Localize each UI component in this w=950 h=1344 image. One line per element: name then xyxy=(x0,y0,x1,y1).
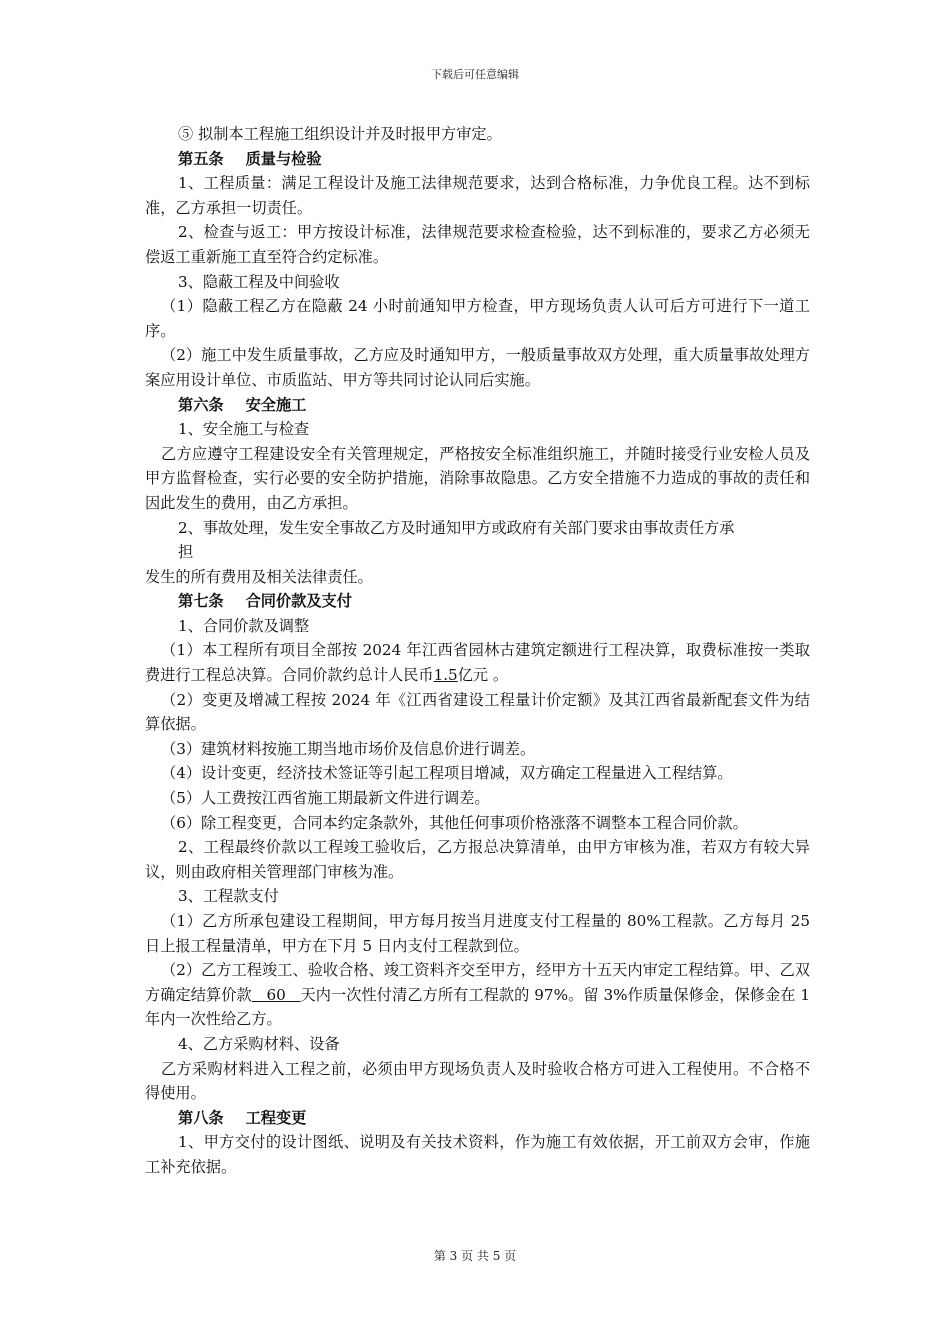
days-value: 60 xyxy=(266,985,286,1004)
article-title: 安全施工 xyxy=(245,395,307,414)
clause-5-3: 3、隐蔽工程及中间验收 xyxy=(178,272,340,291)
clause-7-4: 4、乙方采购材料、设备 xyxy=(178,1034,340,1053)
clause-7-1-4: （4）设计变更，经济技术签证等引起工程项目增减，双方确定工程量进入工程结算。 xyxy=(161,764,733,783)
article-6-heading xyxy=(145,393,810,418)
clause-7-1-3: （3）建筑材料按施工期当地市场价及信息价进行调差。 xyxy=(161,739,536,758)
page-footer: 第 3 页 共 5 页 xyxy=(433,1249,517,1263)
clause-text: （1）本工程所有项目全部按 2024 年江西省园林古建筑定额进行工程决算，取费标准按一类取费进行工程总决算。合同价款约总计人民币 xyxy=(145,641,810,685)
article-7-heading xyxy=(145,589,810,614)
article-8-heading xyxy=(145,1106,810,1131)
paragraph-intro: ⑤ 拟制本工程施工组织设计并及时报甲方审定。 xyxy=(178,125,502,143)
clause-5-3-1: （1）隐蔽工程乙方在隐蔽 24 小时前通知甲方检查，甲方现场负责人认可后方可进行下一道工序。 xyxy=(145,297,810,340)
clause-text: 亿元 。 xyxy=(457,666,509,685)
clause-7-1-2: （2）变更及增减工程按 2024 年《江西省建设工程量计价定额》及其江西省最新配套文件为结算依据。 xyxy=(145,690,810,734)
clause-6-1-text: 乙方应遵守工程建设安全有关管理规定，严格按安全标准组织施工，并随时接受行业安检人员及甲方监督检查，实行必要的安全防护措施，消除事故隐患。乙方安全措施不力造成的事故的责任和因此发生的费用，由乙方承担。 xyxy=(145,444,810,512)
clause-text: 天内一次性付清乙方所有工程款的 97%。留 3%作质量保修金，保修金在 1 年内一次性给乙方。 xyxy=(145,985,811,1029)
clause-7-1: 1、合同价款及调整 xyxy=(178,616,310,635)
clause-6-2-line-2: 担 xyxy=(178,543,194,562)
clause-8-1: 1、甲方交付的设计图纸、说明及有关技术资料，作为施工有效依据，开工前双方会审，作施工补充依据。 xyxy=(145,1133,810,1176)
settlement-days xyxy=(252,986,301,1004)
clause-5-3-2: （2）施工中发生质量事故，乙方应及时通知甲方，一般质量事故双方处理，重大质量事故处理方案应用设计单位、市质监站、甲方等共同讨论认同后实施。 xyxy=(145,346,810,389)
clause-7-1-5: （5）人工费按江西省施工期最新文件进行调差。 xyxy=(161,789,490,808)
clause-text: （2）乙方工程竣工、验收合格、竣工资料齐交至甲方，经甲方十五天内审定工程结算。甲、乙双方确定结算价款 xyxy=(145,961,810,1004)
contract-amount: 1.5 xyxy=(433,666,458,685)
clause-7-3-1: （1）乙方所承包建设工程期间，甲方每月按当月进度支付工程量的 80%工程款。乙方每月 25 日上报工程量清单，甲方在下月 5 日内支付工程款到位。 xyxy=(145,912,810,955)
clause-6-2-line-3: 发生的所有费用及相关法律责任。 xyxy=(145,567,373,586)
article-title: 工程变更 xyxy=(245,1108,307,1127)
clause-6-2-line-1: 2、事故处理，发生安全事故乙方及时通知甲方或政府有关部门要求由事故责任方承 xyxy=(178,518,735,537)
clause-7-1-6: （6）除工程变更，合同本约定条款外，其他任何事项价格涨落不调整本工程合同价款。 xyxy=(161,813,748,832)
clause-7-1-1 xyxy=(145,638,810,687)
clause-6-1: 1、安全施工与检查 xyxy=(178,420,310,439)
clause-7-3: 3、工程款支付 xyxy=(178,887,279,906)
page-header: 下载后可任意编辑 xyxy=(431,68,519,81)
article-number: 第六条 xyxy=(178,395,224,414)
document-body xyxy=(145,122,810,1180)
article-5-heading xyxy=(145,147,810,172)
article-title: 质量与检验 xyxy=(245,149,322,168)
article-number: 第八条 xyxy=(178,1108,224,1127)
clause-7-2: 2、工程最终价款以工程竣工验收后，乙方报总决算清单，由甲方审核为准，若双方有较大异议，则由政府相关管理部门审核为准。 xyxy=(145,838,810,881)
clause-5-1: 1、工程质量：满足工程设计及施工法律规范要求，达到合格标准，力争优良工程。达不到标准，乙方承担一切责任。 xyxy=(145,174,810,217)
article-number: 第五条 xyxy=(178,149,224,168)
article-title: 合同价款及支付 xyxy=(245,592,352,611)
clause-7-3-2 xyxy=(145,958,810,1032)
clause-5-2: 2、检查与返工：甲方按设计标准，法律规范要求检查检验，达不到标准的，要求乙方必须无偿返工重新施工直至符合约定标准。 xyxy=(145,223,810,266)
clause-7-4-text: 乙方采购材料进入工程之前，必须由甲方现场负责人及时验收合格方可进入工程使用。不合格不得使用。 xyxy=(145,1059,810,1103)
article-number: 第七条 xyxy=(178,592,224,611)
